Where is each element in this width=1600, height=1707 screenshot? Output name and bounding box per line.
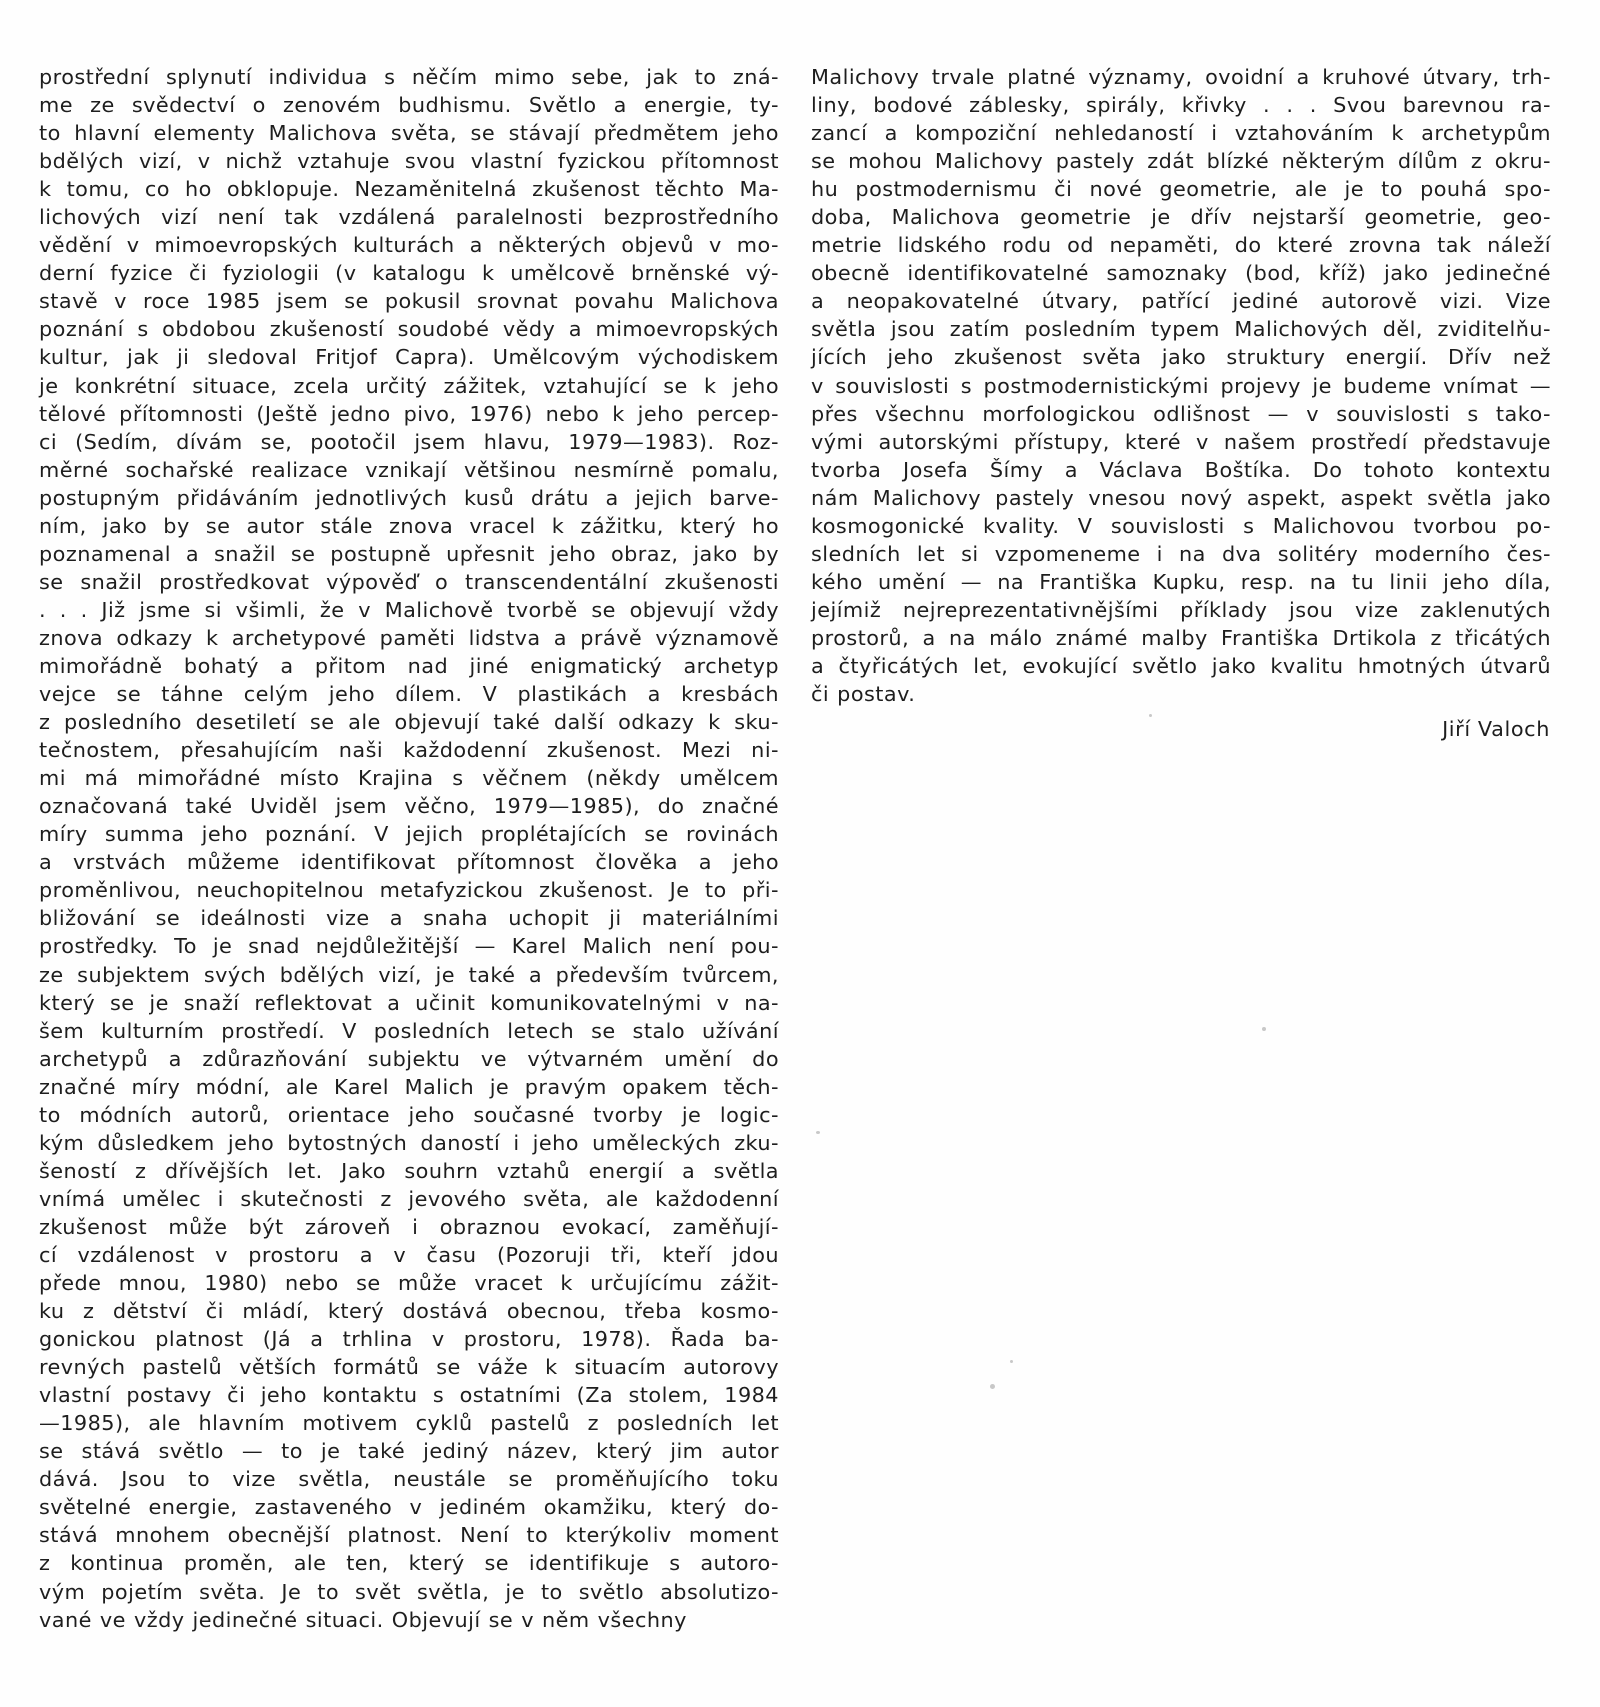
left-text-column	[39, 63, 779, 1634]
text-line: liny, bodové záblesky, spirály, křivky . . . Svou barevnou ra-	[811, 93, 1551, 118]
author-signature: Jiří Valoch	[1442, 717, 1550, 741]
text-line: tělové přítomnosti (Ještě jedno pivo, 1976) nebo k jeho percep-	[39, 401, 779, 426]
text-line: vnímá umělec i skutečnosti z jevového světa, ale každodenní	[39, 1186, 779, 1211]
text-line: z posledního desetiletí se ale objevují také další odkazy k sku-	[39, 710, 779, 735]
text-line: světelné energie, zastaveného v jediném okamžiku, který do-	[39, 1495, 779, 1520]
text-line: kého umění — na Františka Kupku, resp. na tu linii jeho díla,	[811, 569, 1551, 594]
paper-speck	[1262, 1027, 1266, 1031]
text-line: označovaná také Uviděl jsem věčno, 1979—1985), do značné	[39, 794, 779, 819]
right-text-column	[811, 63, 1551, 708]
text-line: se snažil prostředkovat výpověď o transcendentální zkušenosti	[39, 569, 779, 594]
text-line: revných pastelů větších formátů se váže k situacím autorovy	[39, 1355, 779, 1380]
text-line: či postav.	[811, 682, 916, 707]
text-line: tvorba Josefa Šímy a Václava Boštíka. Do tohoto kontextu	[811, 457, 1551, 482]
text-line: k tomu, co ho obklopuje. Nezaměnitelná zkušenost těchto Ma-	[39, 177, 779, 202]
text-line: prostorů, a na málo známé malby Františka Drtikola z třicátých	[811, 625, 1551, 650]
text-line: gonickou platnost (Já a trhlina v prostoru, 1978). Řada ba-	[39, 1327, 779, 1352]
text-line: míry summa jeho poznání. V jejich proplétajících se rovinách	[39, 822, 779, 847]
text-line: v souvislosti s postmodernistickými projevy je budeme vnímat —	[811, 373, 1551, 398]
paper-speck	[990, 1384, 995, 1389]
text-line: stává mnohem obecnější platnost. Není to kterýkoliv moment	[39, 1523, 779, 1548]
paper-speck	[1149, 714, 1152, 717]
text-line: obecně identifikovatelné samoznaky (bod, kříž) jako jedinečné	[811, 261, 1551, 286]
text-line: vědění v mimoevropských kulturách a některých objevů v mo-	[39, 233, 779, 258]
text-line: derní fyzice či fyziologii (v katalogu k umělcově brněnské vý-	[39, 261, 779, 286]
text-line: zancí a kompoziční nehledaností i vztahováním k archetypům	[811, 121, 1551, 146]
text-line: ze subjektem svých bdělých vizí, je také a především tvůrcem,	[39, 962, 779, 987]
text-line: šem kulturním prostředí. V posledních letech se stalo užívání	[39, 1018, 779, 1043]
text-line: a vrstvách můžeme identifikovat přítomnost člověka a jeho	[39, 850, 779, 875]
text-line: se stává světlo — to je také jediný název, který jim autor	[39, 1439, 779, 1464]
text-line: dává. Jsou to vize světla, neustále se proměňujícího toku	[39, 1467, 779, 1492]
text-line: poznání s obdobou zkušeností soudobé vědy a mimoevropských	[39, 317, 779, 342]
text-line: mimořádně bohatý a přitom nad jiné enigmatický archetyp	[39, 653, 779, 678]
text-line: a neopakovatelné útvary, patřící jediné autorově vizi. Vize	[811, 289, 1551, 314]
text-line: proměnlivou, neuchopitelnou metafyzickou zkušenost. Je to při-	[39, 878, 779, 903]
text-line: vými autorskými přístupy, které v našem prostředí představuje	[811, 429, 1551, 454]
text-line: hu postmodernismu či nové geometrie, ale je to pouhá spo-	[811, 177, 1551, 202]
text-line: ci (Sedím, dívám se, pootočil jsem hlavu, 1979—1983). Roz-	[39, 429, 779, 454]
text-line: šeností z dřívějších let. Jako souhrn vztahů energií a světla	[39, 1158, 779, 1183]
text-line: prostředky. To je snad nejdůležitější — Karel Malich není pou-	[39, 934, 779, 959]
text-line: bdělých vizí, v nichž vztahuje svou vlastní fyzickou přítomnost	[39, 149, 779, 174]
text-line: měrné sochařské realizace vznikají většinou nesmírně pomalu,	[39, 457, 779, 482]
text-line: —1985), ale hlavním motivem cyklů pastelů z posledních let	[39, 1411, 779, 1436]
text-line: ním, jako by se autor stále znova vracel k zážitku, který ho	[39, 513, 779, 538]
text-line: postupným přidáváním jednotlivých kusů drátu a jejich barve-	[39, 485, 779, 510]
text-line: kosmogonické kvality. V souvislosti s Malichovou tvorbou po-	[811, 513, 1551, 538]
paper-speck	[1010, 1360, 1013, 1363]
text-line: tečnostem, přesahujícím naši každodenní zkušenost. Mezi ni-	[39, 738, 779, 763]
text-line: lichových vizí není tak vzdálená paralelnosti bezprostředního	[39, 205, 779, 230]
text-line: vané ve vždy jedinečné situaci. Objevují se v něm všechny	[39, 1607, 687, 1632]
text-line: se mohou Malichovy pastely zdát blízké některým dílům z okru-	[811, 149, 1551, 174]
text-line: metrie lidského rodu od nepaměti, do které zrovna tak náleží	[811, 233, 1551, 258]
text-line: to hlavní elementy Malichova světa, se stávají předmětem jeho	[39, 121, 779, 146]
text-line: přes všechnu morfologickou odlišnost — v souvislosti s tako-	[811, 401, 1551, 426]
text-line: jících jeho zkušenost světa jako struktury energií. Dřív než	[811, 345, 1551, 370]
text-line: vejce se táhne celým jeho dílem. V plastikách a kresbách	[39, 682, 779, 707]
text-line: cí vzdálenost v prostoru a v času (Pozoruji tři, kteří jdou	[39, 1242, 779, 1267]
text-line: archetypů a zdůrazňování subjektu ve výtvarném umění do	[39, 1046, 779, 1071]
text-line: je konkrétní situace, zcela určitý zážitek, vztahující se k jeho	[39, 373, 779, 398]
text-line: . . . Již jsme si všimli, že v Malichově tvorbě se objevují vždy	[39, 597, 779, 622]
text-line: to módních autorů, orientace jeho současné tvorby je logic-	[39, 1102, 779, 1127]
text-line: který se je snaží reflektovat a učinit komunikovatelnými v na-	[39, 990, 779, 1015]
text-line: stavě v roce 1985 jsem se pokusil srovnat povahu Malichova	[39, 289, 779, 314]
text-line: znova odkazy k archetypové paměti lidstva a právě významově	[39, 625, 779, 650]
text-line: me ze svědectví o zenovém budhismu. Světlo a energie, ty-	[39, 93, 779, 118]
text-line: poznamenal a snažil se postupně upřesnit jeho obraz, jako by	[39, 541, 779, 566]
text-line: a čtyřicátých let, evokující světlo jako kvalitu hmotných útvarů	[811, 653, 1551, 678]
text-line: světla jsou zatím posledním typem Malichových děl, zviditelňu-	[811, 317, 1551, 342]
text-line: kým důsledkem jeho bytostných daností i jeho uměleckých zku-	[39, 1130, 779, 1155]
text-line: sledních let si vzpomeneme i na dva solitéry moderního čes-	[811, 541, 1551, 566]
text-line: mi má mimořádné místo Krajina s věčnem (někdy umělcem	[39, 766, 779, 791]
paper-speck	[816, 1131, 820, 1134]
text-line: jejímiž nejreprezentativnějšími příklady jsou vize zaklenutých	[811, 597, 1551, 622]
text-line: zkušenost může být zároveň i obraznou evokací, zaměňují-	[39, 1214, 779, 1239]
text-line: nám Malichovy pastely vnesou nový aspekt, aspekt světla jako	[811, 485, 1551, 510]
text-line: vlastní postavy či jeho kontaktu s ostatními (Za stolem, 1984	[39, 1383, 779, 1408]
text-line: doba, Malichova geometrie je dřív nejstarší geometrie, geo-	[811, 205, 1551, 230]
text-line: prostřední splynutí individua s něčím mimo sebe, jak to zná-	[39, 65, 779, 89]
text-line: ku z dětství či mládí, který dostává obecnou, třeba kosmo-	[39, 1299, 779, 1324]
text-line: kultur, jak ji sledoval Fritjof Capra). Umělcovým východiskem	[39, 345, 779, 370]
text-line: vým pojetím světa. Je to svět světla, je to světlo absolutizo-	[39, 1579, 779, 1604]
text-line: z kontinua proměn, ale ten, který se identifikuje s autoro-	[39, 1551, 779, 1576]
text-line: Malichovy trvale platné významy, ovoidní a kruhové útvary, trh-	[811, 65, 1551, 89]
text-line: bližování se ideálnosti vize a snaha uchopit ji materiálními	[39, 906, 779, 931]
text-line: značné míry módní, ale Karel Malich je pravým opakem těch-	[39, 1074, 779, 1099]
text-line: přede mnou, 1980) nebo se může vracet k určujícímu zážit-	[39, 1271, 779, 1296]
